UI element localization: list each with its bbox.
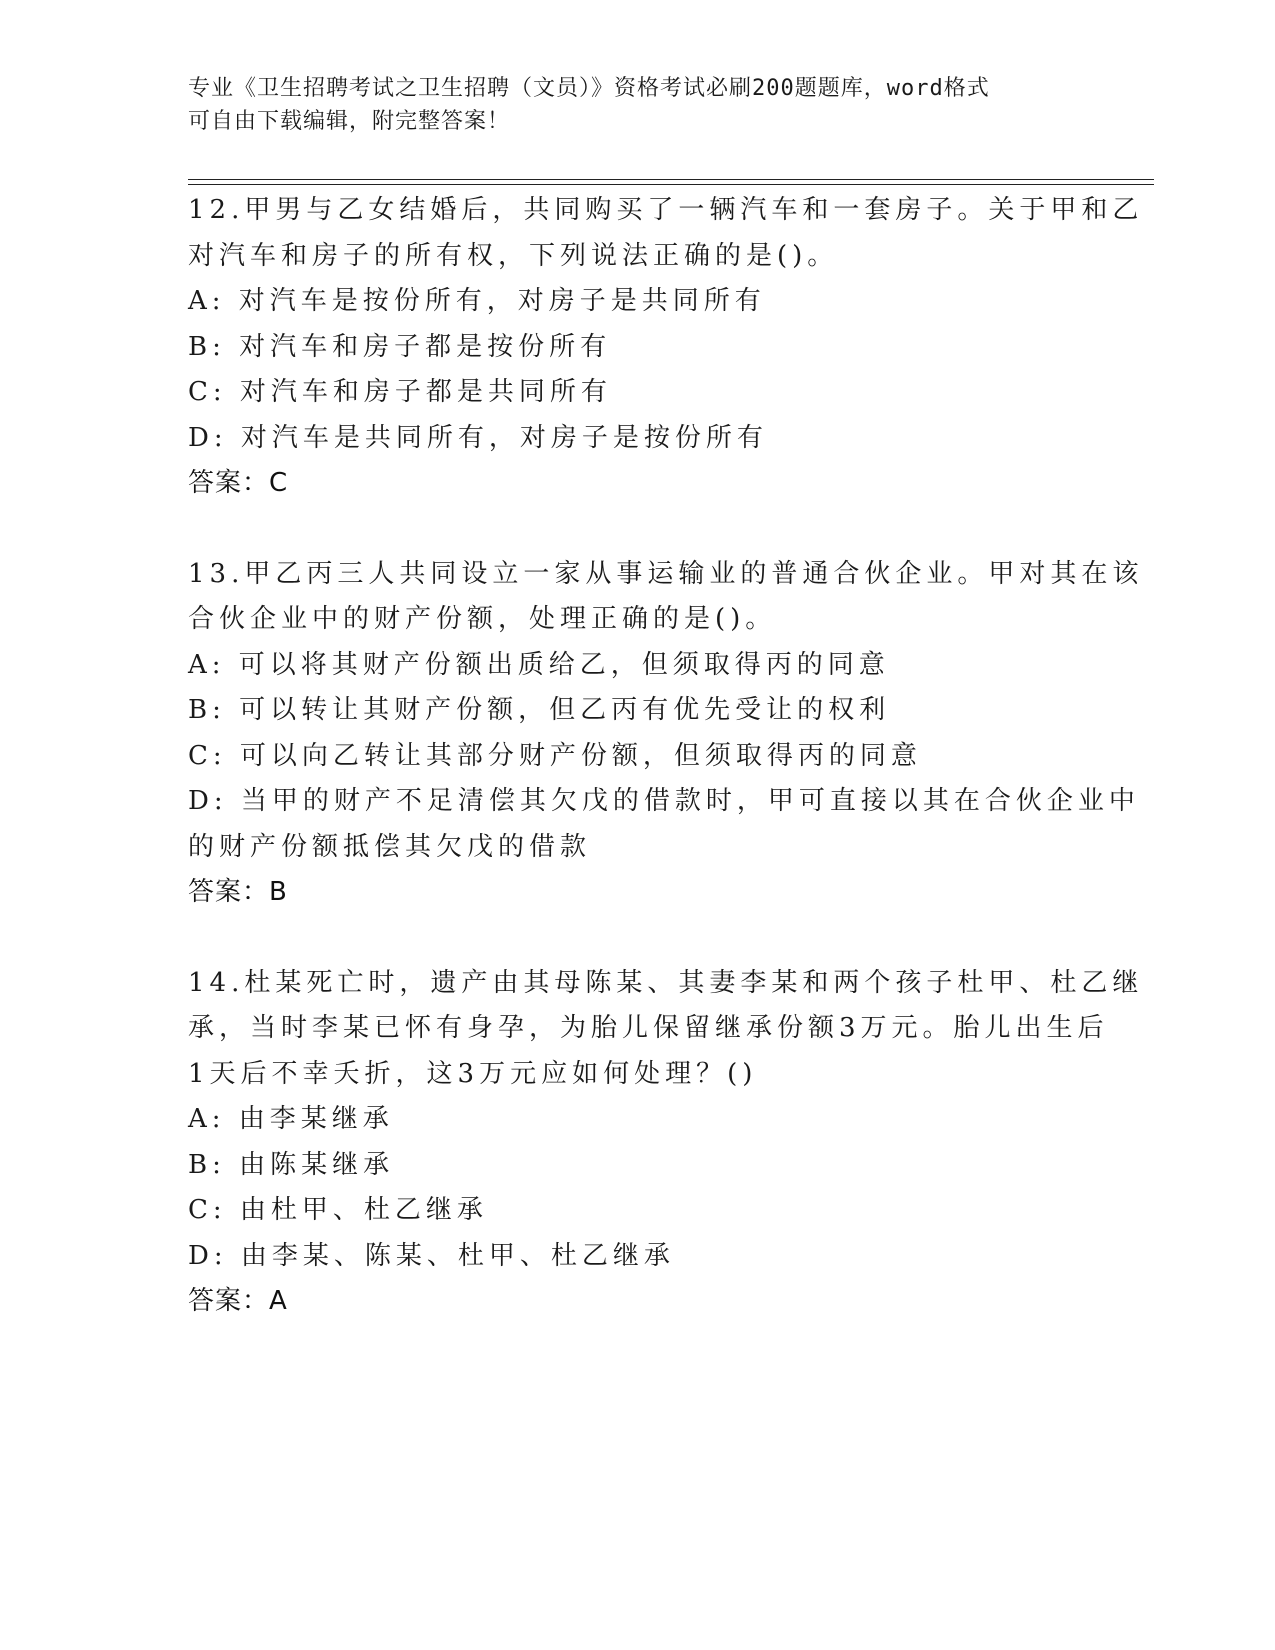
header-line-2: 可自由下载编辑，附完整答案！ [188, 109, 511, 134]
option-b: B: 对汽车和房子都是按份所有 [188, 331, 612, 362]
option-a: A: 由李某继承 [188, 1104, 394, 1134]
question-spacer [188, 507, 1088, 552]
question-text-line: 合伙企业中的财产份额，处理正确的是()。 [188, 604, 777, 634]
option-b: B: 由陈某继承 [188, 1149, 395, 1180]
option-d: D: 由李某、陈某、杜甲、杜乙继承 [188, 1240, 675, 1271]
option-d: D: 对汽车是共同所有，对房子是按份所有 [188, 422, 768, 453]
question-spacer [188, 916, 1088, 961]
question-13 [188, 552, 1144, 916]
header-line-1: 专业《卫生招聘考试之卫生招聘（文员）》资格考试必刷200题题库，word格式 [188, 76, 990, 101]
question-14 [188, 961, 1144, 1325]
option-d: D: 当甲的财产不足清偿其欠戊的借款时，甲可直接以其在合伙企业中 [188, 786, 1140, 816]
question-text-line: 12.甲男与乙女结婚后，共同购买了一辆汽车和一套房子。关于甲和乙 [188, 195, 1144, 225]
answer-label: 答案：A [188, 1286, 288, 1316]
question-list [188, 188, 1144, 1325]
document-header [188, 72, 1068, 138]
question-text-line: 承，当时李某已怀有身孕，为胎儿保留继承份额3万元。胎儿出生后 [188, 1013, 1109, 1043]
question-text-line: 1天后不幸夭折，这3万元应如何处理？() [188, 1058, 758, 1089]
option-c: C: 可以向乙转让其部分财产份额，但须取得丙的同意 [188, 740, 922, 771]
option-c: C: 由杜甲、杜乙继承 [188, 1195, 488, 1225]
option-b: B: 可以转让其财产份额，但乙丙有优先受让的权利 [188, 695, 891, 725]
option-d-continued: 的财产份额抵偿其欠戊的借款 [188, 831, 592, 862]
option-c: C: 对汽车和房子都是共同所有 [188, 377, 612, 407]
option-a: A: 对汽车是按份所有，对房子是共同所有 [188, 286, 766, 316]
header-divider-top [188, 179, 1154, 180]
answer-label: 答案：B [188, 877, 288, 907]
option-a: A: 可以将其财产份额出质给乙，但须取得丙的同意 [188, 649, 890, 680]
question-text-line: 对汽车和房子的所有权，下列说法正确的是()。 [188, 240, 839, 271]
question-text-line: 14.杜某死亡时，遗产由其母陈某、其妻李某和两个孩子杜甲、杜乙继 [188, 967, 1144, 998]
header-divider-bottom [188, 184, 1154, 185]
question-text-line: 13.甲乙丙三人共同设立一家从事运输业的普通合伙企业。甲对其在该 [188, 558, 1144, 589]
question-12 [188, 188, 1144, 507]
answer-label: 答案：C [188, 468, 289, 498]
